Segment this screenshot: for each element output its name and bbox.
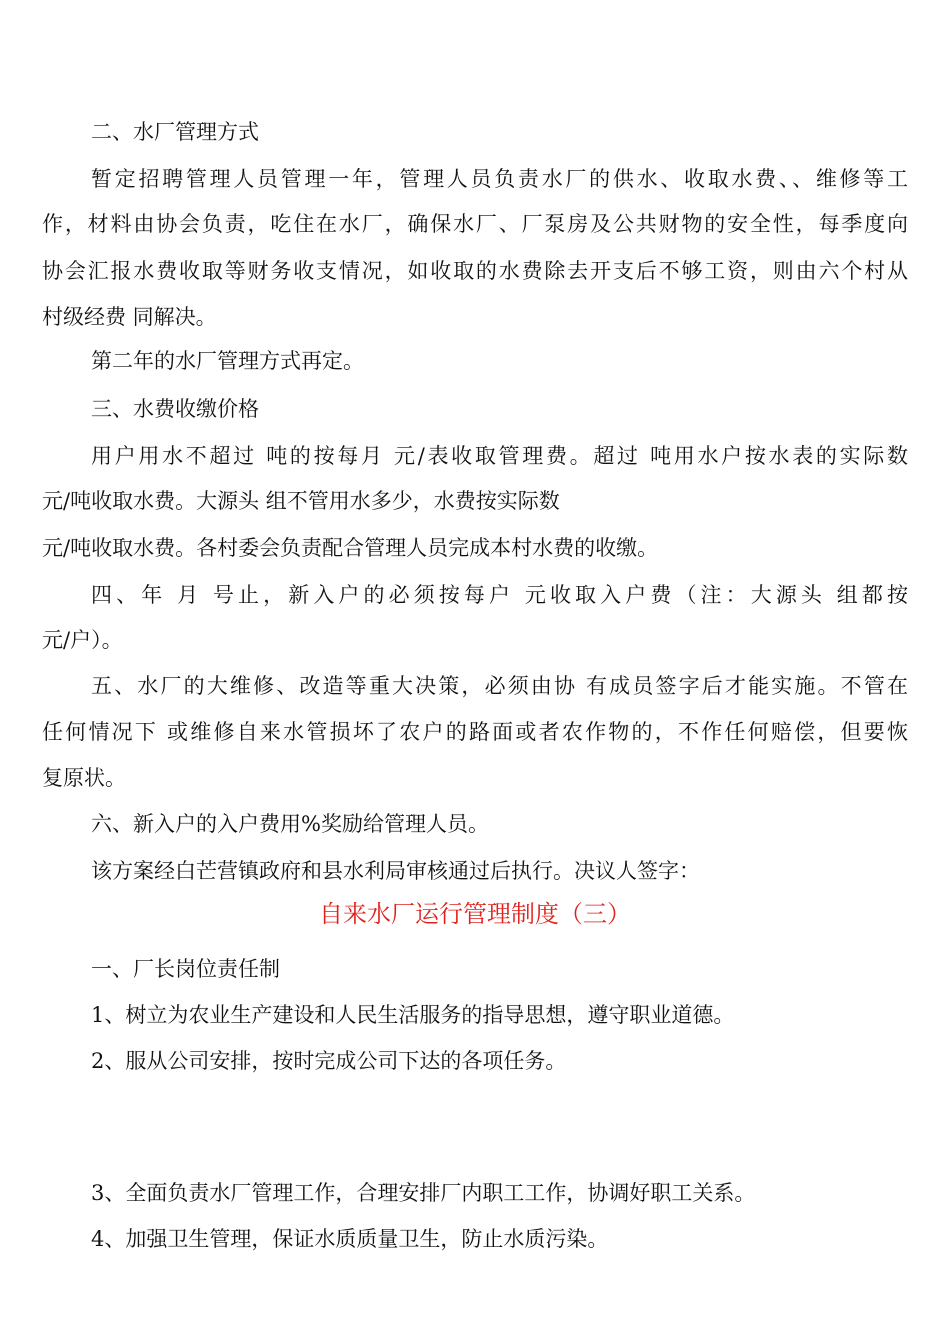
list-item: 1、树立为农业生产建设和人民生活服务的指导思想，遵守职业道德。 [91, 1003, 735, 1027]
paragraph-line: 元/吨收取水费。大源头 组不管用水多少，水费按实际数 [42, 489, 560, 513]
list-item: 4、加强卫生管理，保证水质质量卫生，防止水质污染。 [91, 1227, 609, 1251]
paragraph-line: 元/吨收取水费。各村委会负责配合管理人员完成本村水费的收缴。 [42, 536, 659, 560]
paragraph-line: 村级经费 同解决。 [42, 305, 217, 329]
section-heading-water-fee: 三、水费收缴价格 [91, 397, 259, 421]
paragraph-line: 协会汇报水费收取等财务收支情况，如收取的水费除去开支后不够工资，则由六个村从 [42, 259, 908, 283]
paragraph-line: 第二年的水厂管理方式再定。 [91, 349, 364, 373]
paragraph-line: 复原状。 [42, 766, 126, 790]
paragraph-line: 作，材料由协会负责，吃住在水厂，确保水厂、厂泵房及公共财物的安全性，每季度向 [42, 212, 908, 236]
document-section-title: 自来水厂运行管理制度（三） [319, 900, 631, 928]
paragraph-line: 任何情况下 或维修自来水管损坏了农户的路面或者农作物的，不作任何赔偿，但要恢 [42, 720, 909, 744]
paragraph-line: 元/户）。 [42, 628, 123, 652]
list-item: 2、服从公司安排，按时完成公司下达的各项任务。 [91, 1049, 567, 1073]
paragraph-line: 五、水厂的大维修、改造等重大决策，必须由协 有成员签字后才能实施。不管在 [91, 674, 908, 698]
section-heading-management-method: 二、水厂管理方式 [91, 120, 259, 144]
paragraph-line: 该方案经白芒营镇政府和县水利局审核通过后执行。决议人签字： [91, 859, 700, 883]
paragraph-line: 六、新入户的入户费用%奖励给管理人员。 [91, 812, 489, 836]
paragraph-line: 四、年 月 号止，新入户的必须按每户 元收取入户费（注：大源头 组都按 [91, 583, 908, 607]
paragraph-line: 用户用水不超过 吨的按每月 元/表收取管理费。超过 吨用水户按水表的实际数 [91, 444, 908, 468]
paragraph-line: 暂定招聘管理人员管理一年，管理人员负责水厂的供水、收取水费、、维修等工 [91, 167, 908, 191]
list-item: 3、全面负责水厂管理工作，合理安排厂内职工工作，协调好职工关系。 [91, 1181, 756, 1205]
section-heading-director-duties: 一、厂长岗位责任制 [91, 957, 280, 981]
